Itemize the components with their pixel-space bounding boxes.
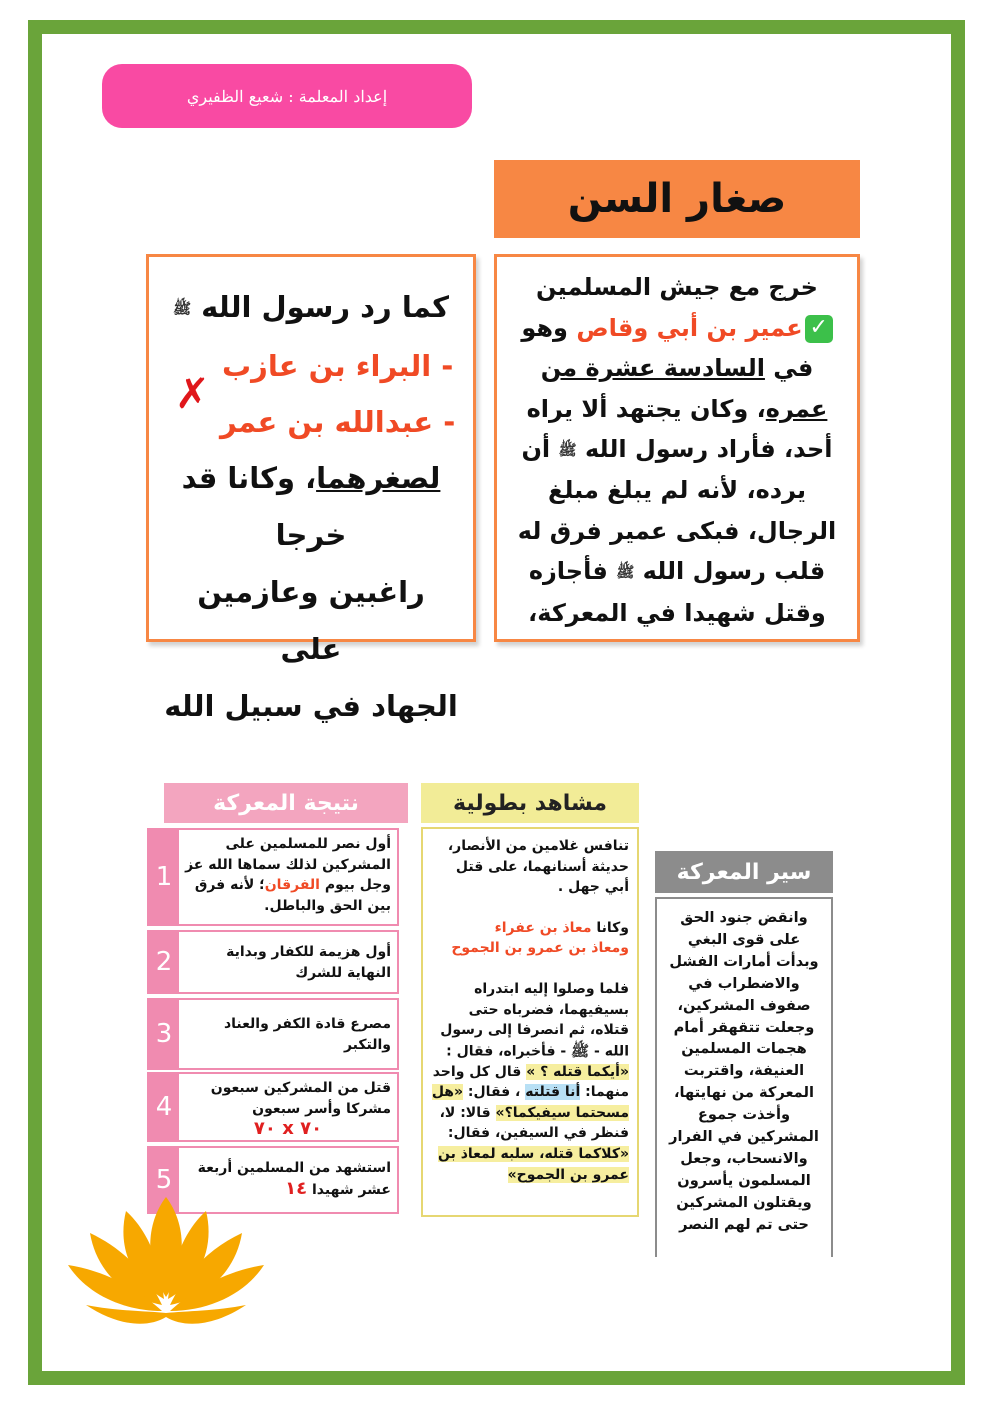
lotus-icon — [66, 1193, 266, 1333]
heroic-para-3: فلما وصلوا إليه ابتدراه بسيفيهما، فضرباه حتى قتلاه، ثم انصرفا إلى رسول الله - ﷺ - فأخبراه، فقال : «أيكما قتله ؟ » قال كل واحد منهما: أنا قتلته ، فقال: «هل مسحتما سيفيكما؟» قالا: لا، فنظر في السيفين، فقال: «كلاكما قتله، سلبه لمعاذ بن عمرو بن الجموح» — [431, 980, 629, 1183]
rejected-line-1: كما رد رسول الله ﷺ — [172, 290, 450, 324]
pbuh-icon: ﷺ — [172, 299, 192, 318]
result-item-5: استشهد من المسلمين أربعة عشر شهيدا ١٤ 5 — [147, 1146, 399, 1214]
result-item-3: مصرع قادة الكفر والعناد والتكبر 3 — [147, 998, 399, 1070]
rejected-line-5: راغبين وعازمين على — [197, 574, 425, 666]
result-item-1: أول نصر للمسلمين على المشركين لذلك سماها الله عز وجل بيوم الفرقان؛ لأنه فرق بين الحق والباطل. 1 — [147, 828, 399, 926]
result-item-2: أول هزيمة للكفار وبداية النهاية للشرك 2 — [147, 930, 399, 994]
heroic-scenes-text — [421, 827, 639, 1217]
umair-name: عمير بن أبي وقاص — [576, 313, 803, 342]
rejected-line-6: الجهاد في سبيل الله — [164, 688, 458, 723]
pbuh-icon: ﷺ — [571, 1041, 590, 1060]
umair-line-9: وقتل شهيدا في المعركة، — [528, 598, 826, 627]
umair-line-5: أحد، فأراد رسول الله ﷺ أن — [521, 435, 833, 463]
heroic-para-2: وكانا معاذ بن عفراء ومعاذ بن عمرو بن الجموح — [451, 919, 629, 957]
umair-line-8: قلب رسول الله ﷺ فأجازه — [528, 557, 826, 586]
rejected-line-4: لصغرهما، وكانا قد خرجا — [181, 460, 441, 552]
battle-course-header: سير المعركة — [655, 851, 833, 893]
pbuh-icon: ﷺ — [616, 563, 635, 581]
rejected-name-2: - عبدالله بن عمر — [220, 404, 456, 439]
heroic-scenes-header: مشاهد بطولية — [421, 783, 639, 823]
umair-line-6: يرده، لأنه لم يبلغ مبلغ — [547, 476, 807, 505]
pbuh-icon: ﷺ — [558, 440, 577, 459]
umair-line-4: عمره، وكان يجتهد ألا يراه — [526, 394, 828, 423]
umair-line-3: في السادسة عشرة من — [540, 354, 814, 382]
umair-line-7: الرجال، فبكى عمير فرق له — [517, 516, 837, 545]
rejected-names — [163, 338, 459, 450]
author-banner: إعداد المعلمة : شعيع الظفيري — [102, 64, 472, 128]
result-item-4: قتل من المشركين سبعون مشركا وأسر سبعون ٧٠ x ٧٠ 4 — [147, 1072, 399, 1142]
rejected-name-1: - البراء بن عازب — [221, 348, 454, 383]
cross-icon: ✗ — [174, 369, 210, 418]
page-title: صغار السن — [494, 160, 860, 238]
umair-age: السادسة عشرة من — [540, 354, 765, 382]
heroic-para-1: تنافس غلامين من الأنصار، حديثة أسنانهما، على قتل أبي جهل . — [447, 838, 629, 896]
umair-line-1: خرج مع جيش المسلمين — [536, 273, 818, 301]
umair-line-2: ✓عمير بن أبي وقاص وهو — [513, 308, 841, 349]
rejected-youths-card — [146, 254, 476, 723]
battle-course-text: وانقض جنود الحق على قوى البغي وبدأت أمارات الفشل والاضطراب في صفوف المشركين، وجعلت تتقهقر أمام هجمات المسلمين العنيفة، واقتربت المعركة من نهايتها، وأخذت جموع المشركين في الفرار والانسحاب، وجعل المسلمون يأسرون ويقتلون المشركين حتى تم لهم النصر — [655, 897, 833, 1257]
battle-result-header: نتيجة المعركة — [164, 783, 408, 823]
check-icon: ✓ — [805, 315, 833, 343]
umair-story-card — [494, 254, 860, 642]
